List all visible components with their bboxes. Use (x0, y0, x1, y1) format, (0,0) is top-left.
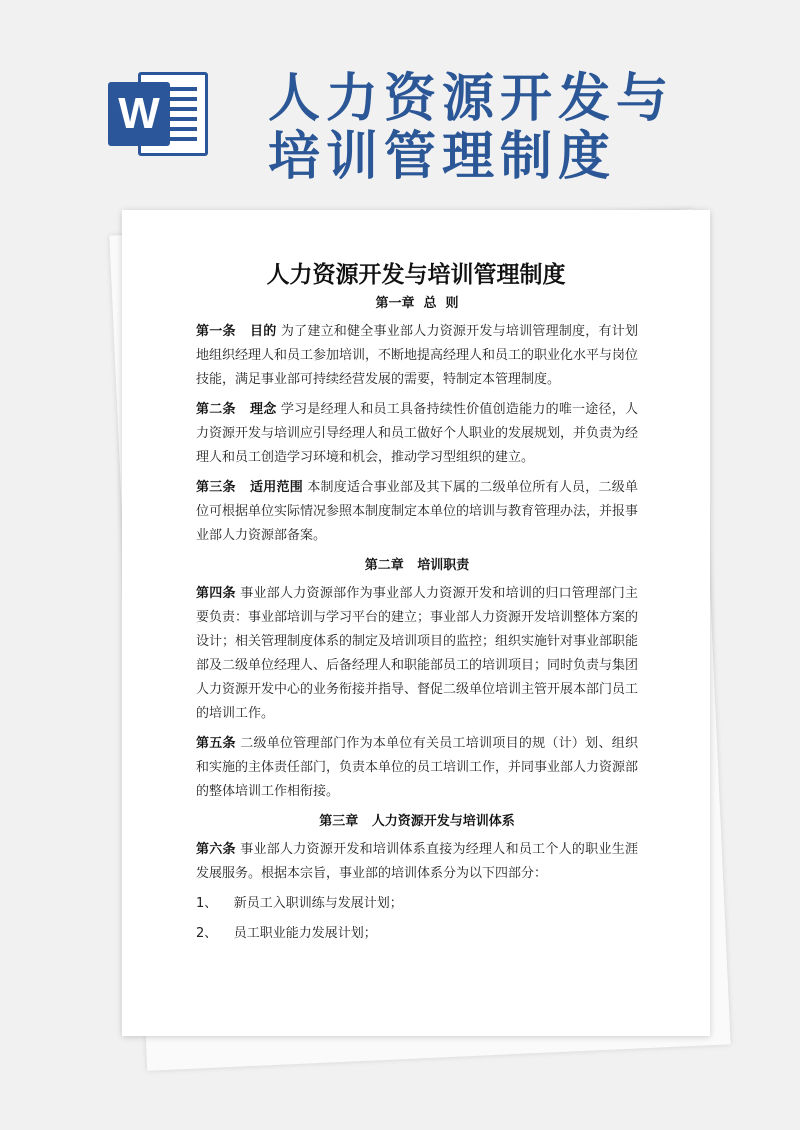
article-text: 事业部人力资源部作为事业部人力资源开发和培训的归口管理部门主要负责：事业部培训与学习平台的建立；事业部人力资源开发培训整体方案的设计；相关管理制度体系的制定及培训项目的监控；组织实施针对事业部职能部及二级单位经理人、后备经理人和职能部员工的培训项目；同时负责与集团人力资源开发中心的业务衔接并指导、督促二级单位培训主管开展本部门员工的培训工作。 (196, 586, 639, 721)
article-label: 第一条 目的 (196, 324, 277, 339)
article-3 (196, 476, 638, 548)
article-1 (196, 320, 638, 392)
list-item: 1、 新员工入职训练与发展计划； (196, 896, 403, 911)
article-2 (196, 398, 638, 470)
article-5 (196, 732, 638, 804)
document-page (122, 210, 710, 1036)
article-label: 第五条 (196, 736, 236, 751)
banner-title-line1: 人力资源开发与 (268, 69, 675, 129)
article-label: 第三条 适用范围 (196, 480, 303, 495)
article-text: 本制度适合事业部及其下属的二级单位所有人员，二级单位可根据单位实际情况参照本制度制定本单位的培训与教育管理办法，并报事业部人力资源部备案。 (196, 480, 639, 543)
article-text: 学习是经理人和员工具备持续性价值创造能力的唯一途径，人力资源开发与培训应引导经理人和员工做好个人职业的发展规划，并负责为经理人和员工创造学习环境和机会，推动学习型组织的建立。 (196, 402, 639, 465)
list-item: 2、 员工职业能力发展计划； (196, 926, 377, 941)
article-label: 第四条 (196, 586, 236, 601)
article-label: 第六条 (196, 842, 236, 857)
chapter-heading-3: 第三章 人力资源开发与培训体系 (319, 814, 515, 829)
banner-title (268, 70, 688, 186)
chapter-heading-1: 第一章 总 则 (375, 296, 459, 311)
chapter-heading-2: 第二章 培训职责 (364, 558, 470, 573)
document-body (196, 290, 638, 952)
article-6 (196, 838, 638, 886)
article-4 (196, 582, 638, 726)
article-text: 事业部人力资源开发和培训体系直接为经理人和员工个人的职业生涯发展服务。根据本宗旨，事业部的培训体系分为以下四部分： (196, 842, 638, 881)
header-banner (0, 0, 800, 200)
word-document-icon (108, 72, 210, 156)
word-icon-letter: W (108, 82, 170, 146)
article-text: 二级单位管理部门作为本单位有关员工培训项目的规（计）划、组织和实施的主体责任部门，负责本单位的员工培训工作，并同事业部人力资源部的整体培训工作相衔接。 (196, 736, 639, 799)
document-title: 人力资源开发与培训管理制度 (266, 262, 566, 288)
banner-title-line2: 培训管理制度 (268, 127, 617, 187)
article-label: 第二条 理念 (196, 402, 277, 417)
article-text: 为了建立和健全事业部人力资源开发与培训管理制度，有计划地组织经理人和员工参加培训，不断地提高经理人和员工的职业化水平与岗位技能，满足事业部可持续经营发展的需要，特制定本管理制度。 (196, 324, 639, 387)
